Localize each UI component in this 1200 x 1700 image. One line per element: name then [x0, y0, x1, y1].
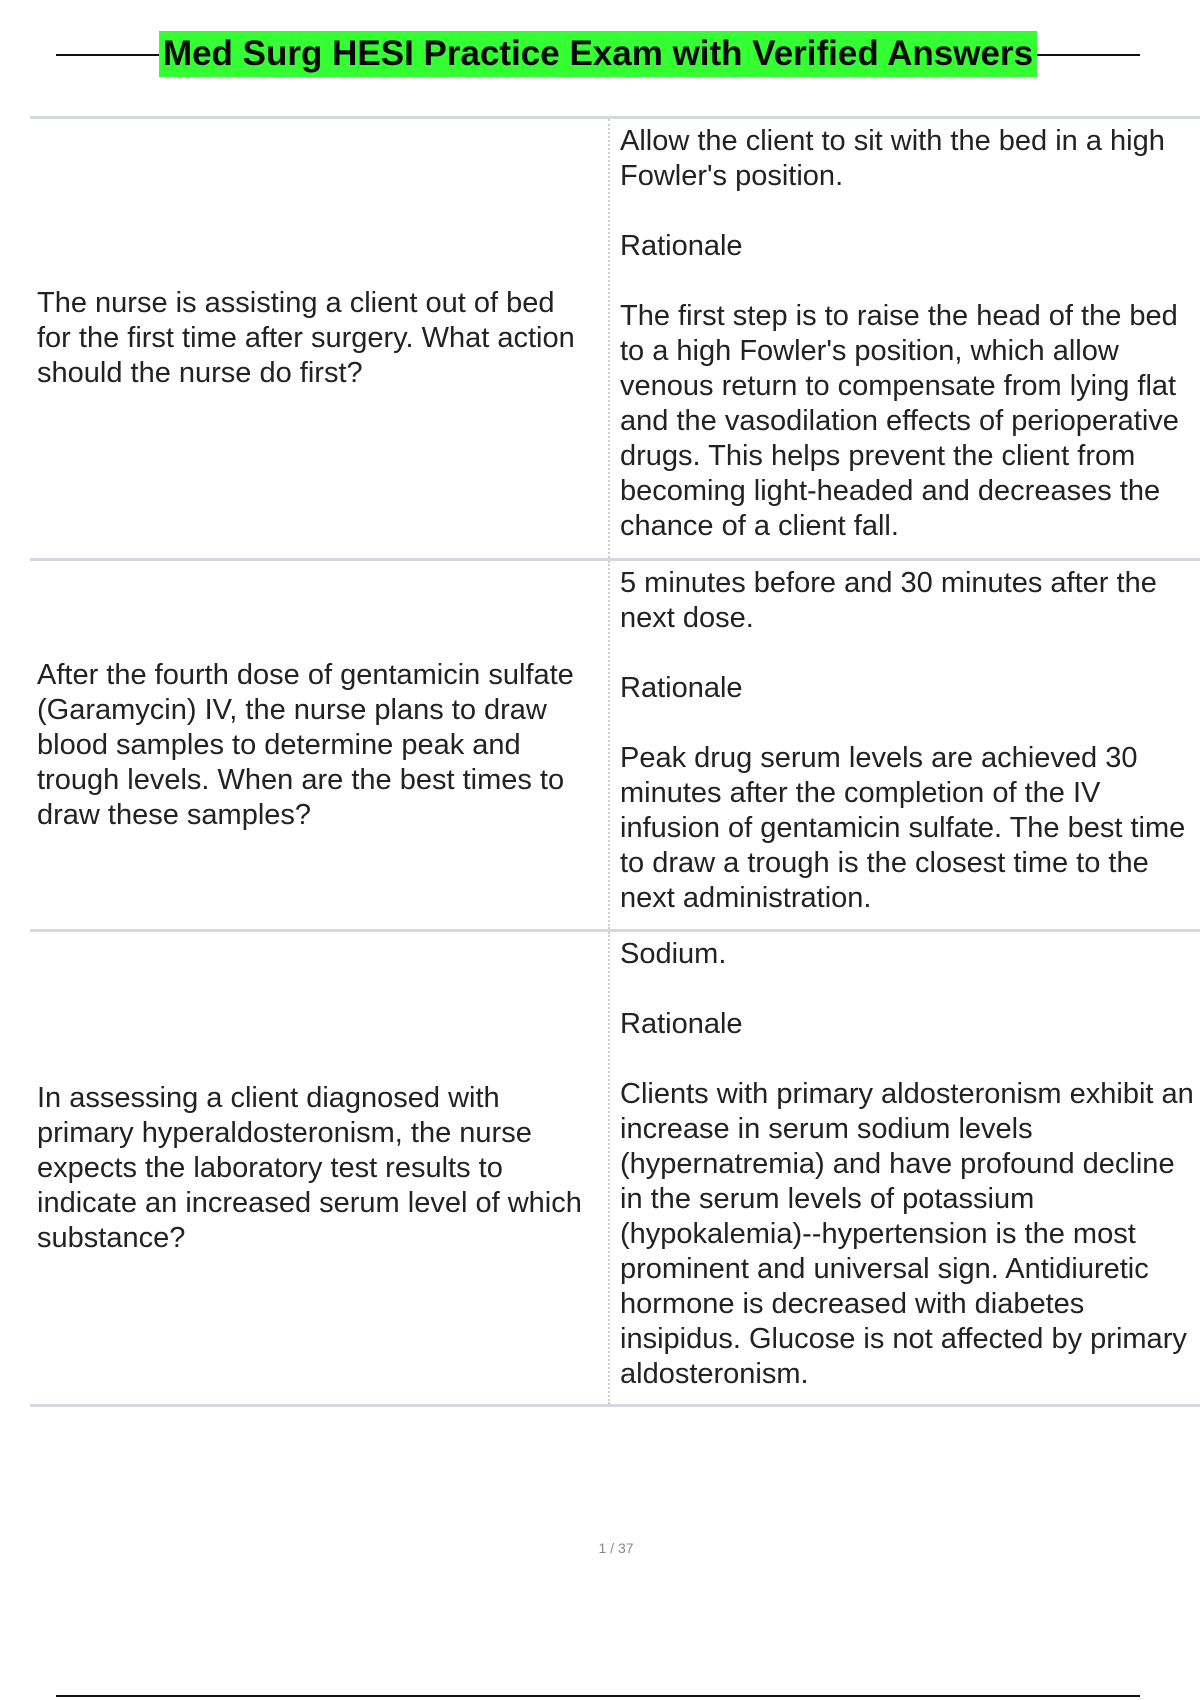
question-cell: [30, 119, 610, 558]
qa-row: [30, 561, 1200, 932]
answer-text: Sodium.: [620, 938, 727, 970]
question-cell: [30, 932, 610, 1404]
question-text: The nurse is assisting a client out of bed for the first time after surgery. What action should the nurse do first?: [37, 287, 575, 389]
qa-row: [30, 932, 1200, 1407]
page-indicator: 1 / 37: [598, 1540, 634, 1556]
rationale-label: Rationale: [620, 1008, 743, 1040]
rationale-text: Peak drug serum levels are achieved 30 minutes after the completion of the IV infusion of gentamicin sulfate. The best time to draw a trough is the closest time to the next administration.: [620, 742, 1186, 914]
answer-text: Allow the client to sit with the bed in a high Fowler's position.: [620, 125, 1165, 192]
footer-rule: [56, 1695, 1140, 1697]
qa-row: [30, 119, 1200, 561]
rationale-text: Clients with primary aldosteronism exhibit an increase in serum sodium levels (hypernatremia) and have profound decline in the serum levels of potassium (hypokalemia)--hypertension is the most prominent and universal sign. Antidiuretic hormone is decreased with diabetes insipidus. Glucose is not affected by primary aldosteronism.: [620, 1078, 1194, 1390]
rationale-label: Rationale: [620, 230, 743, 262]
answer-cell: [610, 561, 1200, 929]
rationale-text: The first step is to raise the head of the bed to a high Fowler's position, which allow venous return to compensate from lying flat and the vasodilation effects of perioperative drugs. This helps prevent the client from becoming light-headed and decreases the chance of a client fall.: [620, 300, 1179, 542]
qa-table: [30, 116, 1200, 1407]
answer-text: 5 minutes before and 30 minutes after the next dose.: [620, 567, 1157, 634]
question-cell: [30, 561, 610, 929]
rationale-label: Rationale: [620, 672, 743, 704]
answer-cell: [610, 932, 1200, 1404]
document-title: Med Surg HESI Practice Exam with Verified Answers: [159, 31, 1037, 77]
question-text: In assessing a client diagnosed with primary hyperaldosteronism, the nurse expects the laboratory test results to indicate an increased serum level of which substance?: [37, 1081, 582, 1254]
title-bar: [56, 30, 1140, 78]
question-text: After the fourth dose of gentamicin sulfate (Garamycin) IV, the nurse plans to draw blood samples to determine peak and trough levels. When are the best times to draw these samples?: [37, 658, 574, 831]
answer-cell: [610, 119, 1200, 558]
